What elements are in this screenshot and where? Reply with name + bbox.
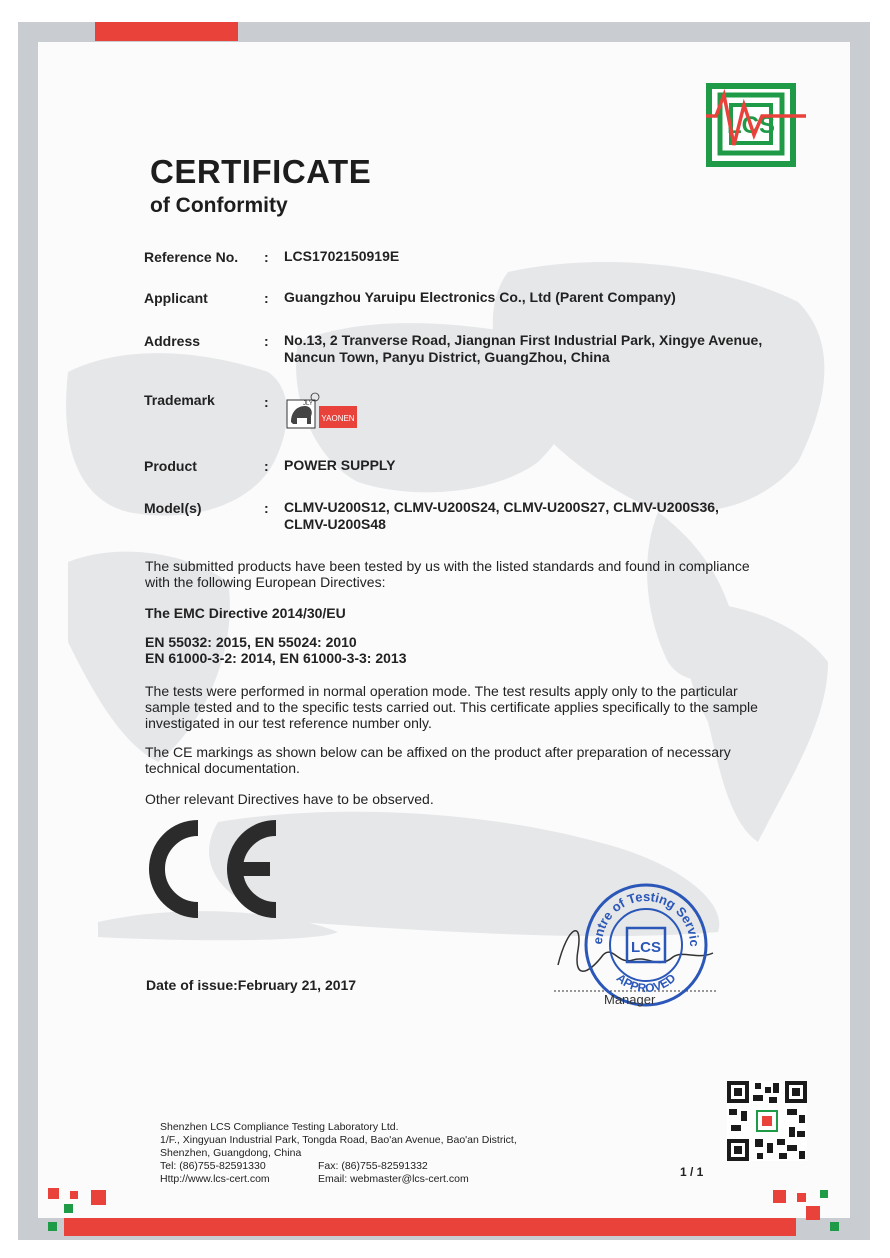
reference-value: LCS1702150919E: [284, 248, 400, 264]
page-number: 1 / 1: [680, 1165, 704, 1179]
product-label: Product: [144, 458, 197, 474]
decor-square: [48, 1188, 59, 1199]
decor-square: [64, 1204, 73, 1213]
decor-square: [91, 1190, 106, 1205]
page-title: CERTIFICATE: [150, 153, 372, 190]
decor-square: [48, 1222, 57, 1231]
address-line-2: Nancun Town, Panyu District, GuangZhou, China: [284, 349, 610, 365]
models-colon: :: [264, 500, 269, 516]
standards-line-2: EN 61000-3-2: 2014, EN 61000-3-3: 2013: [145, 650, 407, 666]
footer-company: Shenzhen LCS Compliance Testing Laboratory Ltd.: [160, 1121, 399, 1133]
top-red-bar: [95, 22, 238, 41]
models-label: Model(s): [144, 500, 202, 516]
address-colon: :: [264, 333, 269, 349]
decor-square: [820, 1190, 828, 1198]
decor-square: [806, 1206, 820, 1220]
qr-code: [727, 1081, 807, 1161]
tests-line-2: sample tested and to the specific tests carried out. This certificate applies specifically to the sample: [145, 699, 758, 715]
trademark-logo: [285, 392, 359, 432]
applicant-colon: :: [264, 290, 269, 306]
svg-text:Centre of Testing Service: entre of Testing Servic: [589, 888, 703, 947]
decor-square: [773, 1190, 786, 1203]
address-line-1: No.13, 2 Tranverse Road, Jiangnan First Industrial Park, Xingye Avenue,: [284, 332, 763, 348]
decor-square: [830, 1222, 839, 1231]
footer-web-link[interactable]: Http://www.lcs-cert.com: [160, 1173, 270, 1185]
address-label: Address: [144, 333, 201, 349]
footer-email-link[interactable]: Email: webmaster@lcs-cert.com: [318, 1173, 469, 1185]
reference-label: Reference No.: [144, 249, 239, 265]
footer-fax: Fax: (86)755-82591332: [318, 1160, 428, 1172]
trademark-colon: :: [264, 394, 269, 410]
product-value: POWER SUPPLY: [284, 457, 396, 473]
ce-mark-icon: [136, 820, 282, 918]
svg-text:APPROVED: APPROVED: [613, 970, 679, 996]
directive-text: The EMC Directive 2014/30/EU: [145, 605, 346, 621]
tests-line-3: investigated in our test reference number only.: [145, 715, 432, 731]
ce-line-2: technical documentation.: [145, 760, 300, 776]
certificate-paper: [38, 42, 850, 1218]
tests-line-1: The tests were performed in normal operation mode. The test results apply only to the particular: [145, 683, 738, 699]
decor-square: [797, 1193, 806, 1202]
trademark-label: Trademark: [144, 392, 215, 408]
decor-square: [70, 1191, 78, 1199]
footer-address-line-2: Shenzhen, Guangdong, China: [160, 1147, 302, 1159]
svg-text:YAONEN: YAONEN: [321, 414, 355, 423]
signatory-title: Manager: [604, 992, 656, 1007]
lcs-logo: [706, 83, 796, 165]
page-subtitle: of Conformity: [150, 194, 288, 217]
svg-text:JLY: JLY: [303, 401, 313, 407]
product-colon: :: [264, 458, 269, 474]
applicant-label: Applicant: [144, 290, 208, 306]
models-line-1: CLMV-U200S12, CLMV-U200S24, CLMV-U200S27, CLMV-U200S36,: [284, 499, 719, 515]
intro-line-1: The submitted products have been tested by us with the listed standards and found in compliance: [145, 558, 750, 574]
date-of-issue: Date of issue:February 21, 2017: [146, 977, 357, 993]
footer-address-line-1: 1/F., Xingyuan Industrial Park, Tongda Road, Bao'an Avenue, Bao'an District,: [160, 1134, 517, 1146]
world-map-watermark: [38, 42, 850, 1218]
svg-text:LCS: LCS: [631, 939, 661, 956]
other-directives-text: Other relevant Directives have to be observed.: [145, 791, 434, 807]
svg-text:LCS: LCS: [727, 112, 775, 139]
intro-line-2: with the following European Directives:: [145, 574, 386, 590]
applicant-value: Guangzhou Yaruipu Electronics Co., Ltd (Parent Company): [284, 289, 676, 305]
bottom-red-bar: [64, 1218, 796, 1236]
ce-line-1: The CE markings as shown below can be affixed on the product after preparation of necessary: [145, 744, 731, 760]
models-line-2: CLMV-U200S48: [284, 516, 386, 532]
standards-line-1: EN 55032: 2015, EN 55024: 2010: [145, 634, 357, 650]
footer-tel: Tel: (86)755-82591330: [160, 1160, 266, 1172]
reference-colon: :: [264, 249, 269, 265]
approval-stamp: [583, 882, 709, 1008]
